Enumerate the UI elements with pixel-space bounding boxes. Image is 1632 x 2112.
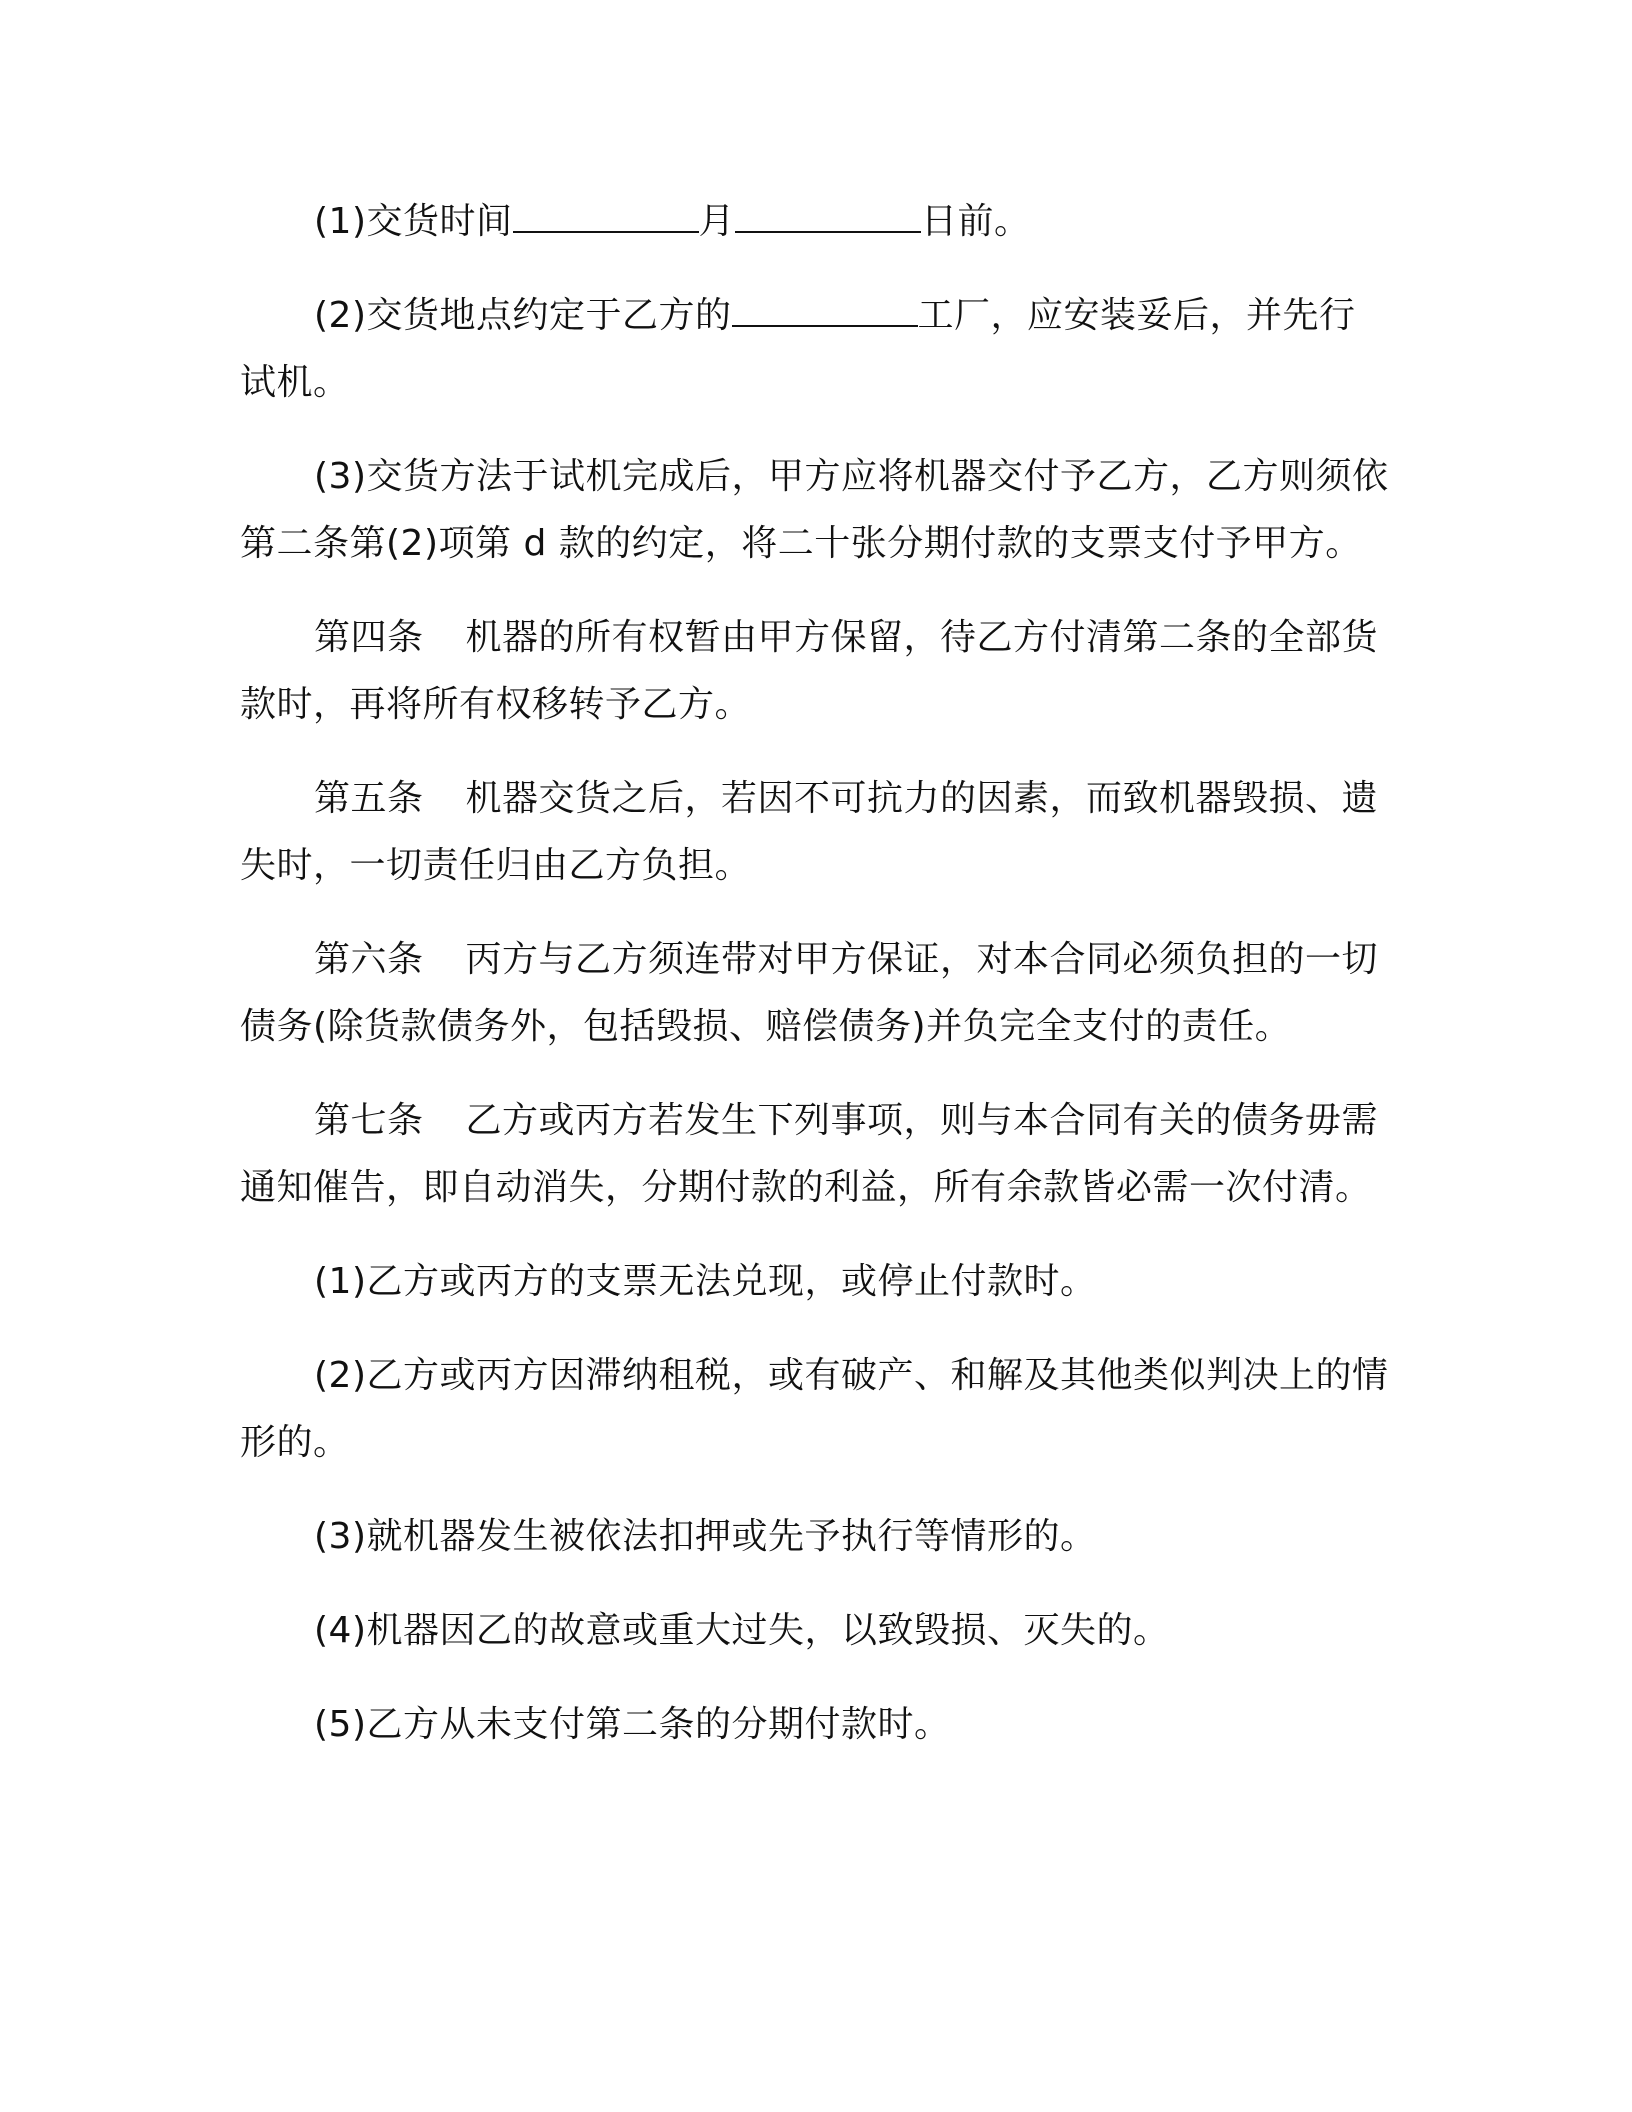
clause-delivery-method: (3)交货方法于试机完成后，甲方应将机器交付予乙方，乙方则须依第二条第(2)项第 d 款的约定，将二十张分期付款的支票支付予甲方。 [240,456,1389,564]
delivery-time-label: (1)交货时间 [314,201,513,242]
day-label: 日前。 [921,201,1031,242]
article-7-item-3: (3)就机器发生被依法扣押或先予执行等情形的。 [314,1516,1097,1557]
delivery-place-label: (2)交货地点约定于乙方的 [314,295,732,336]
article-6 [240,926,1390,1060]
document-body [240,188,1390,1785]
article-4-text: 机器的所有权暂由甲方保留，待乙方付清第二条的全部货款时，再将所有权移转予乙方。 [240,617,1379,725]
article-7-item-1: (1)乙方或丙方的支票无法兑现，或停止付款时。 [314,1261,1097,1302]
day-blank [735,201,921,233]
article-5 [240,765,1390,899]
article-7-text: 乙方或丙方若发生下列事项，则与本合同有关的债务毋需通知催告，即自动消失，分期付款的利益，所有余款皆必需一次付清。 [240,1100,1379,1208]
article-5-text: 机器交货之后，若因不可抗力的因素，而致机器毁损、遗失时，一切责任归由乙方负担。 [240,778,1379,886]
article-7-item-4: (4)机器因乙的故意或重大过失，以致毁损、灭失的。 [314,1610,1170,1651]
delivery-place-rest: 工厂，应安装妥后，并先行试机。 [240,295,1356,403]
clause-delivery-time [240,188,1390,255]
article-4-heading: 第四条 [314,617,424,658]
article-6-text: 丙方与乙方须连带对甲方保证，对本合同必须负担的一切债务(除货款债务外，包括毁损、赔偿债务)并负完全支付的责任。 [240,939,1379,1047]
article-5-heading: 第五条 [314,778,424,819]
article-7-item-5: (5)乙方从未支付第二条的分期付款时。 [314,1704,951,1745]
clause-delivery-place [240,282,1390,416]
article-4 [240,604,1390,738]
article-7 [240,1087,1390,1221]
factory-blank [732,295,918,327]
article-6-heading: 第六条 [314,939,424,980]
month-blank [513,201,699,233]
article-7-heading: 第七条 [314,1100,424,1141]
month-label: 月 [698,201,736,242]
article-7-item-2: (2)乙方或丙方因滞纳租税，或有破产、和解及其他类似判决上的情形的。 [240,1355,1389,1463]
